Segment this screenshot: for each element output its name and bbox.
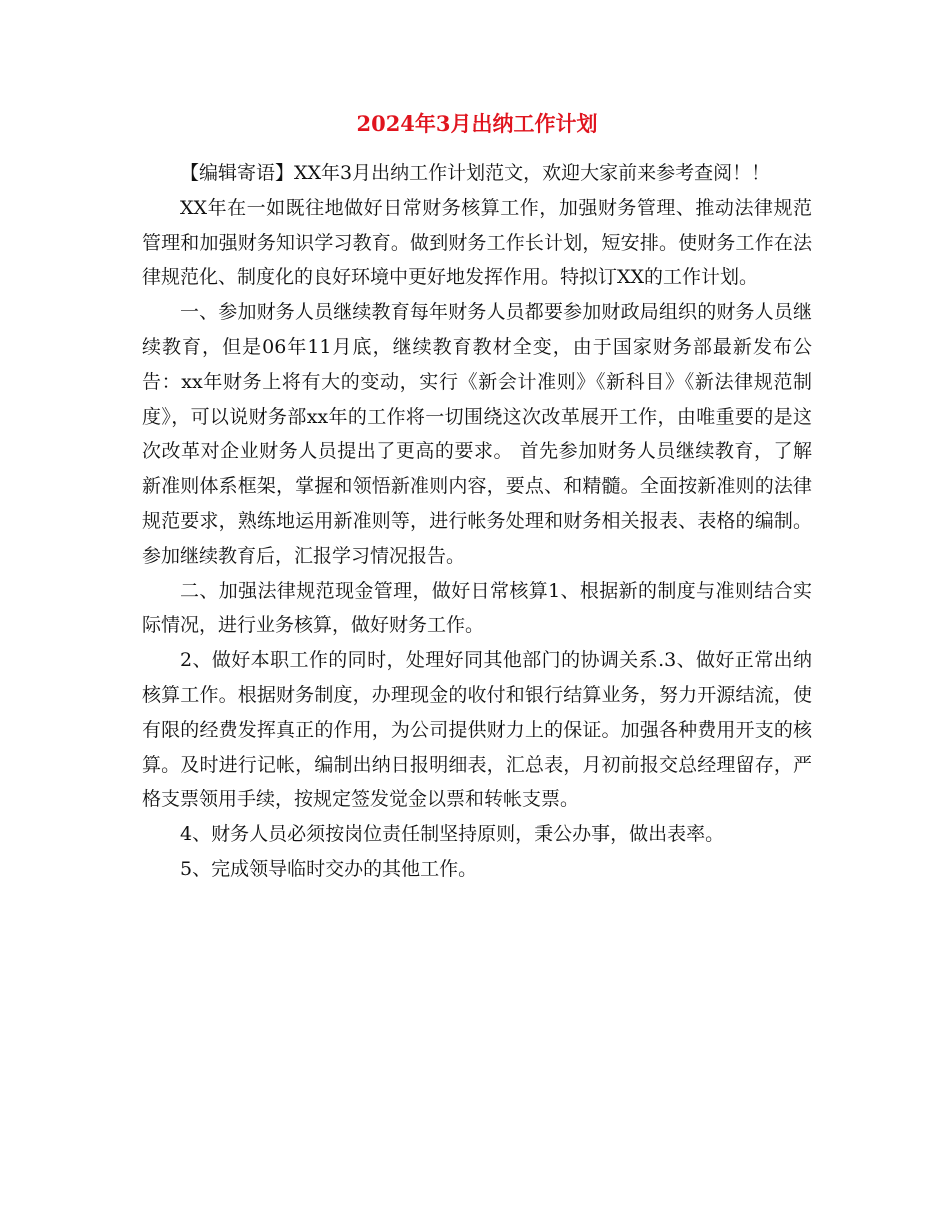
item-five-paragraph: 5、完成领导临时交办的其他工作。	[180, 857, 478, 880]
section-one-paragraph: 一、参加财务人员继续教育每年财务人员都要参加财政局组织的财务人员继续教育，但是06年11月底，继续教育教材全变，由于国家财务部最新发布公告：xx年财务上将有大的变动，实行《新会计准则》《新科目》《新法律规范制度》，可以说财务部xx年的工作将一切围绕这次改革展开工作，由唯重要的是这次改革对企业财务人员提出了更高的要求。 首先参加财务人员继续教育，了解新准则体系框架，掌握和领悟新准则内容，要点、和精髓。全面按新准则的法律规范要求，熟练地运用新准则等，进行帐务处理和财务相关报表、表格的编制。 参加继续教育后，汇报学习情况报告。	[142, 301, 812, 567]
intro-paragraph: XX年在一如既往地做好日常财务核算工作，加强财务管理、推动法律规范管理和加强财务知识学习教育。做到财务工作长计划，短安排。使财务工作在法律规范化、制度化的良好环境中更好地发挥作用。特拟订XX的工作计划。	[142, 196, 812, 289]
document-title: 2024年3月出纳工作计划	[356, 111, 598, 136]
item-four-paragraph: 4、财务人员必须按岗位责任制坚持原则，秉公办事，做出表率。	[180, 823, 725, 846]
section-two-paragraph: 二、加强法律规范现金管理，做好日常核算1、根据新的制度与准则结合实际情况，进行业务核算，做好财务工作。	[142, 579, 812, 637]
editor-note-paragraph: 【编辑寄语】XX年3月出纳工作计划范文，欢迎大家前来参考查阅！！	[180, 162, 771, 184]
item-two-paragraph: 2、做好本职工作的同时，处理好同其他部门的协调关系.3、做好正常出纳核算工作。根据财务制度，办理现金的收付和银行结算业务，努力开源结流，使有限的经费发挥真正的作用，为公司提供财力上的保证。加强各种费用开支的核算。及时进行记帐，编制出纳日报明细表，汇总表，月初前报交总经理留存，严格支票领用手续，按规定签发觉金以票和转帐支票。	[142, 649, 812, 811]
